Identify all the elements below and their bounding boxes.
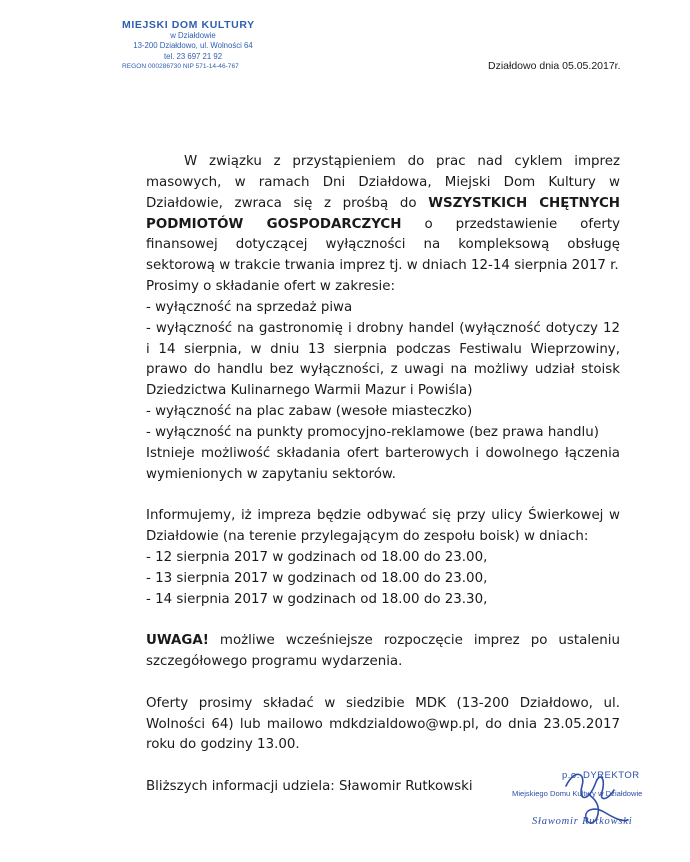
warning-text: możliwe wcześniejsze rozpoczęcie imprez po ustaleniu szczegółowego programu wydarzenia. (146, 633, 620, 670)
offer-item: - wyłączność na plac zabaw (wesołe miasteczko) (146, 404, 473, 420)
offer-item: - wyłączność na punkty promocyjno-reklamowe (bez prawa handlu) (146, 424, 599, 440)
event-date: - 14 sierpnia 2017 w godzinach od 18.00 do 23.30, (146, 591, 488, 607)
intro-text-after: o przedstawienie oferty finansowej dotyczącej wyłączności na kompleksową obsługę sektorową w trakcie trwania imprez tj. w dniach 12-14 sierpnia 2017 r. (146, 216, 621, 274)
event-date: - 13 sierpnia 2017 w godzinach od 18.00 do 23.00, (146, 570, 488, 586)
signature-role: p.o. DYREKTOR (562, 770, 640, 781)
intro-paragraph (146, 152, 620, 277)
letter-body (146, 152, 620, 798)
submission-paragraph: Oferty prosimy składać w siedzibie MDK (13-200 Działdowo, ul. Wolności 64) lub mailowo mdkdzialdowo@wp.pl, do dnia 23.05.2017 roku do godziny 13.00. (146, 695, 620, 753)
stamp-address: 13-200 Działdowo, ul. Wolności 64 (133, 41, 253, 50)
stamp-regon: REGON 000286730 NIP 571-14-46-767 (122, 63, 239, 70)
warning-paragraph (146, 631, 620, 673)
warning-label: UWAGA! (146, 633, 209, 649)
letter-date: Działdowo dnia 05.05.2017r. (488, 60, 621, 72)
spacer (146, 673, 620, 694)
spacer (146, 611, 620, 632)
stamp-org-name: MIEJSKI DOM KULTURY (122, 19, 255, 31)
location-info: Informujemy, iż impreza będzie odbywać się przy ulicy Świerkowej w Działdowie (na terenie przylegającym do zespołu boisk) w dniach: (146, 508, 620, 545)
director-signature-stamp (504, 764, 654, 844)
intro-text-before: W związku z przystąpieniem do prac nad cyklem imprez masowych, w ramach Dni Działdowa, Miejski Dom Kultury w Działdowie, zwraca się z prośbą do (146, 154, 620, 211)
offers-header: Prosimy o składanie ofert w zakresie: (146, 279, 396, 295)
offer-item: - wyłączność na sprzedaż piwa (146, 299, 353, 315)
contact-line: Bliższych informacji udziela: Sławomir Rutkowski (146, 779, 473, 795)
offer-item: - wyłączność na gastronomię i drobny handel (wyłączność dotyczy 12 i 14 sierpnia, w dniu 13 sierpnia podczas Festiwalu Wieprzowiny, prawo do handlu bez wyłączności, z uwagi na możliwy udział stoisk Dziedzictwa Kulinarnego Warmii Mazur i Powiśla) (146, 320, 620, 399)
barter-note: Istnieje możliwość składania ofert barterowych i dowolnego łączenia wymienionych w zapytaniu sektorów. (146, 445, 620, 482)
stamp-location: w Działdowie (170, 30, 216, 40)
signature-institution: Miejskiego Domu Kultury w Działdowie (512, 789, 643, 798)
intro-bold-recipients: WSZYSTKICH CHĘTNYCH PODMIOTÓW GOSPODARCZYCH (146, 195, 620, 232)
event-date: - 12 sierpnia 2017 w godzinach od 18.00 do 23.00, (146, 549, 488, 565)
institution-stamp (118, 20, 268, 73)
signature-name: Sławomir Rutkowski (532, 816, 633, 827)
stamp-phone: tel. 23 697 21 92 (163, 51, 223, 61)
spacer (146, 486, 620, 507)
